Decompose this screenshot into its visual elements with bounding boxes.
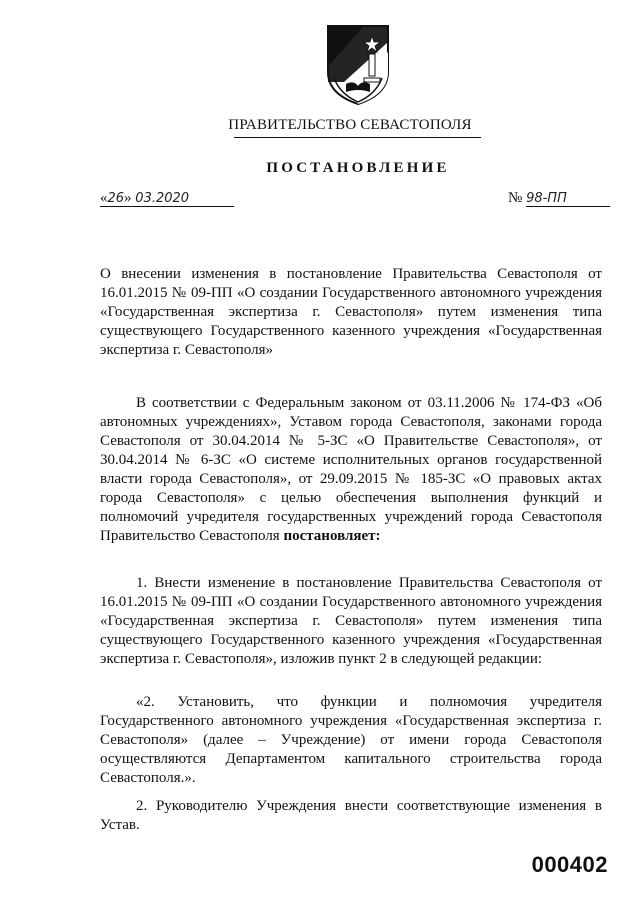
decree-word: постановляет: [283, 528, 381, 544]
document-date [100, 190, 234, 210]
preamble-paragraph [100, 394, 602, 546]
serial-number: 000402 [531, 852, 608, 877]
item-2-paragraph: 2. Руководителю Учреждения внести соответствующие изменения в Устав. [100, 798, 602, 833]
date-close-quote: » [124, 190, 136, 206]
number-sign: № [508, 190, 527, 206]
number-underline [526, 206, 610, 207]
document-title: О внесении изменения в постановление Правительства Севастополя от 16.01.2015 № 09-ПП «О создании Государственного автономного учреждения «Государственная экспертиза г. Севастополя» путем изменения типа существующего Государственного казенного учреждения «Государственная экспертиза г. Севастополя» [100, 266, 602, 358]
title-divider [234, 137, 481, 138]
date-open-quote: « [100, 190, 108, 206]
coat-of-arms-emblem [324, 22, 392, 106]
item-1-paragraph: 1. Внести изменение в постановление Правительства Севастополя от 16.01.2015 № 09-ПП «О создании Государственного автономного учреждения «Государственная экспертиза г. Севастополя» путем изменения типа существующего Государственного казенного учреждения «Государственная экспертиза г. Севастополя», изложив пункт 2 в следующей редакции: [100, 575, 602, 667]
date-underline [100, 206, 234, 207]
government-title: ПРАВИТЕЛЬСТВО СЕВАСТОПОЛЯ [228, 117, 472, 133]
document-number [508, 190, 610, 210]
number-value: 98-ПП [526, 191, 567, 206]
preamble-text: В соответствии с Федеральным законом от 03.11.2006 № 174-ФЗ «Об автономных учреждениях», Уставом города Севастополя, законами города Севастополя от 30.04.2014 № 5-ЗС «О Правительстве Севастополя», от 30.04.2014 № 6-ЗС «О системе исполнительных органов государственной власти города Севастополя», от 29.09.2015 № 185-ЗС «О правовых актах города Севастополя» с целью обеспечения выполнения функций и полномочий учредителя государственных учреждений города Севастополя Правительство Севастополя [100, 395, 602, 544]
document-type: ПОСТАНОВЛЕНИЕ [266, 160, 450, 176]
item-1-quote-paragraph: «2. Установить, что функции и полномочия учредителя Государственного автономного учреждения «Государственная экспертиза г. Севастополя» (далее – Учреждение) от имени города Севастополя осуществляются Департаментом капитального строительства города Севастополя.». [100, 694, 602, 786]
date-month-year: 03.2020 [135, 191, 190, 206]
date-day: 26 [107, 191, 125, 206]
